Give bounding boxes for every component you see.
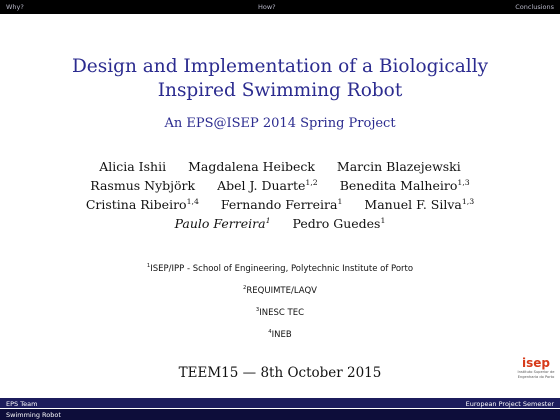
slide-title	[0, 55, 560, 103]
author: Cristina Ribeiro$^{1,4}$	[85, 196, 199, 212]
author: Rasmus Nybjörk	[90, 178, 196, 193]
footer-bar-top	[0, 398, 560, 408]
nav-conclusions[interactable]: Conclusions	[515, 3, 554, 11]
author: Fernando Ferreira$^1$	[220, 196, 343, 212]
author: Marcin Blazejewski	[336, 159, 461, 174]
author: Manuel F. Silva$^{1,3}$	[364, 196, 475, 212]
author-line-1	[0, 157, 560, 176]
author: Magdalena Heibeck	[188, 159, 315, 174]
footer-project: Swimming Robot	[6, 410, 61, 419]
nav-why[interactable]: Why?	[6, 3, 24, 11]
logo-line-2: Engenharia do Porto	[517, 374, 555, 379]
slide-subtitle: An EPS@ISEP 2014 Spring Project	[164, 116, 396, 131]
top-navigation-bar	[0, 0, 560, 14]
author-line-3	[0, 195, 560, 214]
affiliation-4: $^4$INEB	[268, 329, 292, 340]
logo-line-1: Instituto Superior de	[517, 370, 555, 374]
affiliation-3: $^3$INESC TEC	[255, 307, 305, 318]
author-line-2	[0, 176, 560, 195]
author: Benedita Malheiro$^{1,3}$	[339, 177, 470, 193]
isep-logo	[516, 356, 556, 390]
affiliation-marker: 1	[380, 215, 386, 225]
affiliation-marker: 1,4	[186, 196, 199, 206]
affiliation-marker: 1	[265, 215, 271, 225]
footer-program: European Project Semester	[465, 399, 554, 408]
title-line-1: Design and Implementation of a Biologically	[71, 56, 489, 77]
nav-how[interactable]: How?	[258, 3, 276, 11]
author: Pedro Guedes$^1$	[292, 215, 386, 231]
affiliation-marker: 1,3	[461, 196, 475, 206]
logo-word: isep	[522, 356, 550, 370]
affiliation-1: $^1$ISEP/IPP - School of Engineering, Polytechnic Institute of Porto	[146, 263, 414, 274]
event-date: TEEM15 — 8th October 2015	[178, 365, 382, 381]
footer-bar-bottom	[0, 409, 560, 420]
author: Alicia Ishii	[99, 159, 167, 174]
author-presenter: Paulo Ferreira$^1$	[174, 215, 271, 231]
footer-team: EPS Team	[6, 399, 38, 408]
affiliation-2: $^2$REQUIMTE/LAQV	[243, 285, 317, 296]
author: Abel J. Duarte$^{1,2}$	[217, 177, 318, 193]
author-list	[0, 157, 560, 233]
affiliation-marker: 1,3	[457, 177, 470, 187]
affiliation-marker: 1,2	[305, 177, 318, 187]
title-line-2: Inspired Swimming Robot	[157, 80, 403, 101]
author-line-4	[0, 214, 560, 233]
affiliation-marker: 1	[337, 196, 343, 206]
